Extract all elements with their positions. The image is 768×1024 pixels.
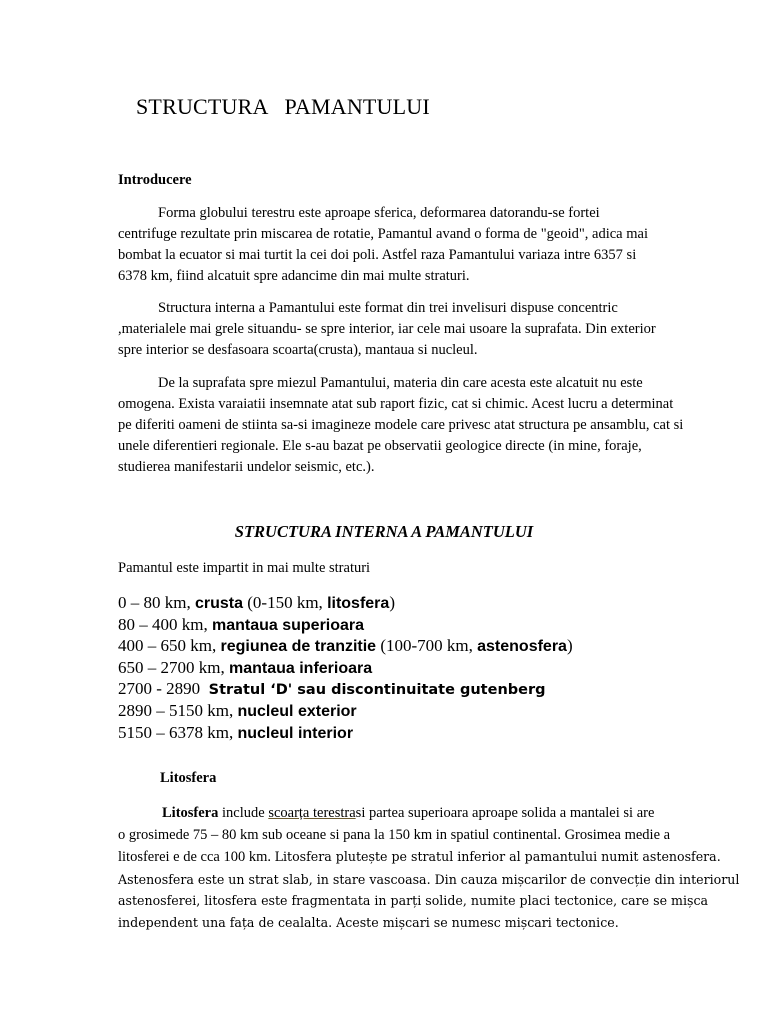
- text-line: unele diferentieri regionale. Ele s-au bazat pe observatii geologice directe (in mine, foraje,: [118, 438, 642, 454]
- litosfera-paragraph: [118, 803, 740, 933]
- text-line: 6378 km, fiind alcatuit spre adancime din mai multe straturi.: [118, 268, 470, 284]
- text-line: spre interior se desfasoara scoarta(crusta), mantaua si nucleul.: [118, 342, 478, 358]
- text-line: De la suprafata spre miezul Pamantului, materia din care acesta este alcatuit nu este: [158, 375, 643, 391]
- layer-row: 2700 - 2890 Stratul ‘D' sau discontinuitate gutenberg: [118, 679, 546, 699]
- text-line: bombat la ecuator si mai turtit la cei doi poli. Astfel raza Pamantului variaza intre 6357 si: [118, 247, 637, 263]
- text-line: litosferei e de cca 100 km. Litosfera plutește pe stratul inferior al pamantului numit astenosfera.: [118, 849, 721, 865]
- layer-row: 2890 – 5150 km, nucleul exterior: [118, 700, 357, 720]
- text-line: astenosferei, litosfera este fragmentata in parți solide, numite placi tectonice, care se mișca: [118, 893, 709, 908]
- scoarta-link[interactable]: scoarța terestra: [268, 805, 356, 821]
- text-line: pe diferiti oameni de stiinta sa-si imagineze modele care privesc atat structura pe ansamblu, cat si: [118, 417, 684, 433]
- structure-heading: STRUCTURA INTERNA A PAMANTULUI: [234, 522, 534, 541]
- text-line: Structura interna a Pamantului este format din trei invelisuri dispuse concentric: [158, 300, 618, 316]
- layer-row: 650 – 2700 km, mantaua inferioara: [118, 657, 373, 677]
- layer-row: 80 – 400 km, mantaua superioara: [118, 614, 365, 634]
- layer-row: 400 – 650 km, regiunea de tranzitie (100-700 km, astenosfera): [118, 636, 573, 656]
- text-line: Litosfera include scoarța terestrasi partea superioara aproape solida a mantalei si are: [162, 805, 655, 821]
- text-line: ,materialele mai grele situandu- se spre interior, iar cele mai usoare la suprafata. Din exterior: [118, 321, 656, 337]
- text-line: Forma globului terestru este aproape sferica, deformarea datorandu-se fortei: [158, 205, 600, 221]
- text-line: studierea manifestarii undelor seismic, etc.).: [118, 459, 375, 475]
- structure-lead: Pamantul este impartit in mai multe straturi: [118, 560, 371, 576]
- layer-row: 5150 – 6378 km, nucleul interior: [118, 722, 354, 742]
- intro-heading: Introducere: [118, 172, 192, 188]
- layer-row: 0 – 80 km, crusta (0-150 km, litosfera): [118, 593, 395, 612]
- intro-paragraph-1: [118, 203, 678, 287]
- text-line: Astenosfera este un strat slab, in stare vascoasa. Din cauza mișcarilor de convecție din interiorul: [118, 871, 740, 887]
- document-title: STRUCTURA PAMANTULUI: [136, 94, 430, 119]
- layer-list: [118, 593, 573, 744]
- text-line: omogena. Exista varaiatii insemnate atat sub raport fizic, cat si chimic. Acest lucru a determinat: [118, 396, 674, 412]
- text-line: centrifuge rezultate prin miscarea de rotatie, Pamantul avand o forma de "geoid", adica mai: [118, 226, 648, 242]
- intro-paragraph-3: [118, 373, 684, 478]
- intro-paragraph-2: [118, 298, 678, 361]
- text-line: independent una fața de cealalta. Aceste mișcari se numesc mișcari tectonice.: [118, 914, 619, 930]
- text-line: o grosimede 75 – 80 km sub oceane si pana la 150 km in spatiul continental. Grosimea medie a: [118, 826, 671, 843]
- litosfera-heading: Litosfera: [160, 770, 217, 786]
